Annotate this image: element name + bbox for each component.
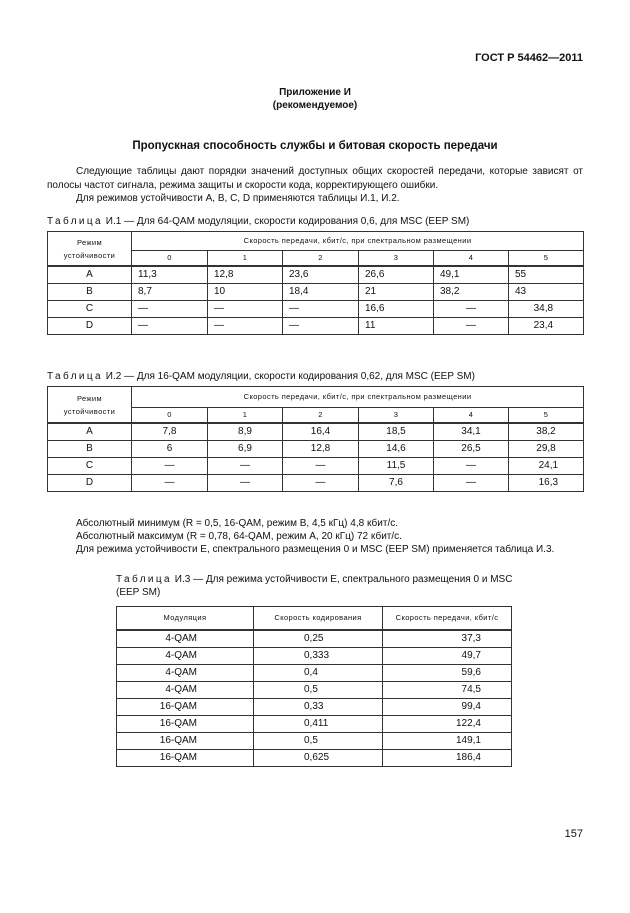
value-cell: — [434,475,509,492]
bitrate-cell: 186,4 [383,750,512,767]
column-header: Скорость передачи, кбит/с [383,607,512,631]
modulation-cell: 4-QAM [117,648,254,665]
mode-cell: B [48,441,132,458]
column-header: Скорость кодирования [254,607,383,631]
value-cell: 16,6 [359,301,434,318]
value-cell: 6,9 [208,441,283,458]
modulation-cell: 16-QAM [117,733,254,750]
coding-rate-cell: 0,5 [254,682,383,699]
value-cell: 16,4 [283,423,359,441]
modulation-cell: 4-QAM [117,630,254,648]
value-cell: 26,5 [434,441,509,458]
column-header: 1 [208,251,283,267]
column-header: 5 [509,251,584,267]
column-header: 5 [509,408,584,424]
caption-text: И.3 — Для режима устойчивости E, спектрального размещения 0 и MSC (EEP SM) [116,574,513,598]
value-cell: 34,8 [509,301,584,318]
speed-header: Скорость передачи, кбит/с, при спектральном размещении [132,232,584,251]
bitrate-cell: 59,6 [383,665,512,682]
table-row [48,441,584,458]
bitrate-cell: 99,4 [383,699,512,716]
column-header: 0 [132,408,208,424]
value-cell: 23,6 [283,266,359,284]
appendix-title: Приложение И [279,87,351,98]
value-cell: 29,8 [509,441,584,458]
column-header: Модуляция [117,607,254,631]
value-cell: — [434,301,509,318]
value-cell: 18,4 [283,284,359,301]
table-row [48,475,584,492]
mode-cell: D [48,475,132,492]
bitrate-cell: 149,1 [383,733,512,750]
column-header: 2 [283,408,359,424]
column-header: 3 [359,251,434,267]
coding-rate-cell: 0,625 [254,750,383,767]
bitrate-cell: 122,4 [383,716,512,733]
value-cell: — [283,301,359,318]
modulation-cell: 16-QAM [117,716,254,733]
appendix-subtitle: (рекомендуемое) [272,100,358,111]
note-line: Для режима устойчивости E, спектрального размещения 0 и MSC (EEP SM) применяется таблица И.3. [76,544,555,555]
bitrate-cell: 37,3 [383,630,512,648]
mode-cell: D [48,318,132,335]
standard-number: ГОСТ Р 54462—2011 [475,52,583,64]
mode-cell: A [48,423,132,441]
table-row [48,301,584,318]
coding-rate-cell: 0,5 [254,733,383,750]
value-cell: 49,1 [434,266,509,284]
column-header: 0 [132,251,208,267]
table-row [48,458,584,475]
column-header: 4 [434,251,509,267]
value-cell: 12,8 [283,441,359,458]
notes [76,517,554,556]
mode-header: Режим устойчивости [48,232,132,267]
value-cell: 34,1 [434,423,509,441]
table1 [47,231,584,335]
table-row [117,630,512,648]
column-header: 2 [283,251,359,267]
value-cell: — [208,458,283,475]
value-cell: — [132,458,208,475]
table-row [117,665,512,682]
value-cell: 8,9 [208,423,283,441]
value-cell: 11,3 [132,266,208,284]
mode-cell: B [48,284,132,301]
value-cell: 38,2 [434,284,509,301]
table-row [117,682,512,699]
value-cell: 10 [208,284,283,301]
intro-paragraph: Для режимов устойчивости A, B, C, D применяются таблицы И.1, И.2. [76,193,400,204]
value-cell: — [283,458,359,475]
mode-cell: A [48,266,132,284]
value-cell: 11 [359,318,434,335]
note-line: Абсолютный минимум (R = 0,5, 16-QAM, режим B, 4,5 кГц) 4,8 кбит/с. [76,518,398,529]
bitrate-cell: 49,7 [383,648,512,665]
note-line: Абсолютный максимум (R = 0,78, 64-QAM, режим A, 20 кГц) 72 кбит/с. [76,531,402,542]
value-cell: 16,3 [509,475,584,492]
table3 [116,606,512,767]
modulation-cell: 4-QAM [117,665,254,682]
modulation-cell: 4-QAM [117,682,254,699]
table1-caption [47,215,469,228]
value-cell: 55 [509,266,584,284]
coding-rate-cell: 0,411 [254,716,383,733]
caption-label: Таблица [47,371,104,382]
table-row [48,266,584,284]
bitrate-cell: 74,5 [383,682,512,699]
coding-rate-cell: 0,4 [254,665,383,682]
modulation-cell: 16-QAM [117,699,254,716]
table-row [48,423,584,441]
column-header: 4 [434,408,509,424]
mode-header: Режим устойчивости [48,387,132,424]
value-cell: 6 [132,441,208,458]
value-cell: — [208,318,283,335]
mode-cell: C [48,301,132,318]
intro-text [47,165,583,206]
value-cell: 12,8 [208,266,283,284]
table-row [117,750,512,767]
caption-label: Таблица [116,574,173,585]
value-cell: 8,7 [132,284,208,301]
caption-label: Таблица [47,216,104,227]
table3-caption [116,573,516,599]
value-cell: 14,6 [359,441,434,458]
speed-header: Скорость передачи, кбит/с, при спектральном размещении [132,387,584,408]
page-title: Пропускная способность службы и битовая скорость передачи [132,140,498,152]
column-header: 1 [208,408,283,424]
coding-rate-cell: 0,333 [254,648,383,665]
value-cell: 26,6 [359,266,434,284]
table-row [117,716,512,733]
table-row [117,648,512,665]
caption-text: И.1 — Для 64-QAM модуляции, скорости кодирования 0,6, для MSC (EEP SM) [105,216,470,227]
value-cell: 21 [359,284,434,301]
value-cell: — [208,475,283,492]
table-row [117,733,512,750]
table-row [48,284,584,301]
coding-rate-cell: 0,33 [254,699,383,716]
table2 [47,386,584,492]
value-cell: 7,6 [359,475,434,492]
value-cell: — [283,318,359,335]
value-cell: — [434,318,509,335]
value-cell: 38,2 [509,423,584,441]
value-cell: 24,1 [509,458,584,475]
mode-cell: C [48,458,132,475]
value-cell: 43 [509,284,584,301]
intro-paragraph: Следующие таблицы дают порядки значений доступных общих скоростей передачи, которые зависят от полосы частот сигнала, режима защиты и скорости кода, корректирующего ошибки. [47,166,583,191]
value-cell: 23,4 [509,318,584,335]
value-cell: — [283,475,359,492]
coding-rate-cell: 0,25 [254,630,383,648]
value-cell: — [132,301,208,318]
appendix-heading [0,86,630,112]
table-row [117,699,512,716]
value-cell: 11,5 [359,458,434,475]
table-row [48,318,584,335]
value-cell: — [208,301,283,318]
page-number: 157 [564,828,583,840]
caption-text: И.2 — Для 16-QAM модуляции, скорости кодирования 0,62, для MSC (EEP SM) [105,371,475,382]
value-cell: 7,8 [132,423,208,441]
table2-caption [47,370,475,383]
modulation-cell: 16-QAM [117,750,254,767]
value-cell: — [132,475,208,492]
value-cell: — [434,458,509,475]
value-cell: — [132,318,208,335]
column-header: 3 [359,408,434,424]
value-cell: 18,5 [359,423,434,441]
